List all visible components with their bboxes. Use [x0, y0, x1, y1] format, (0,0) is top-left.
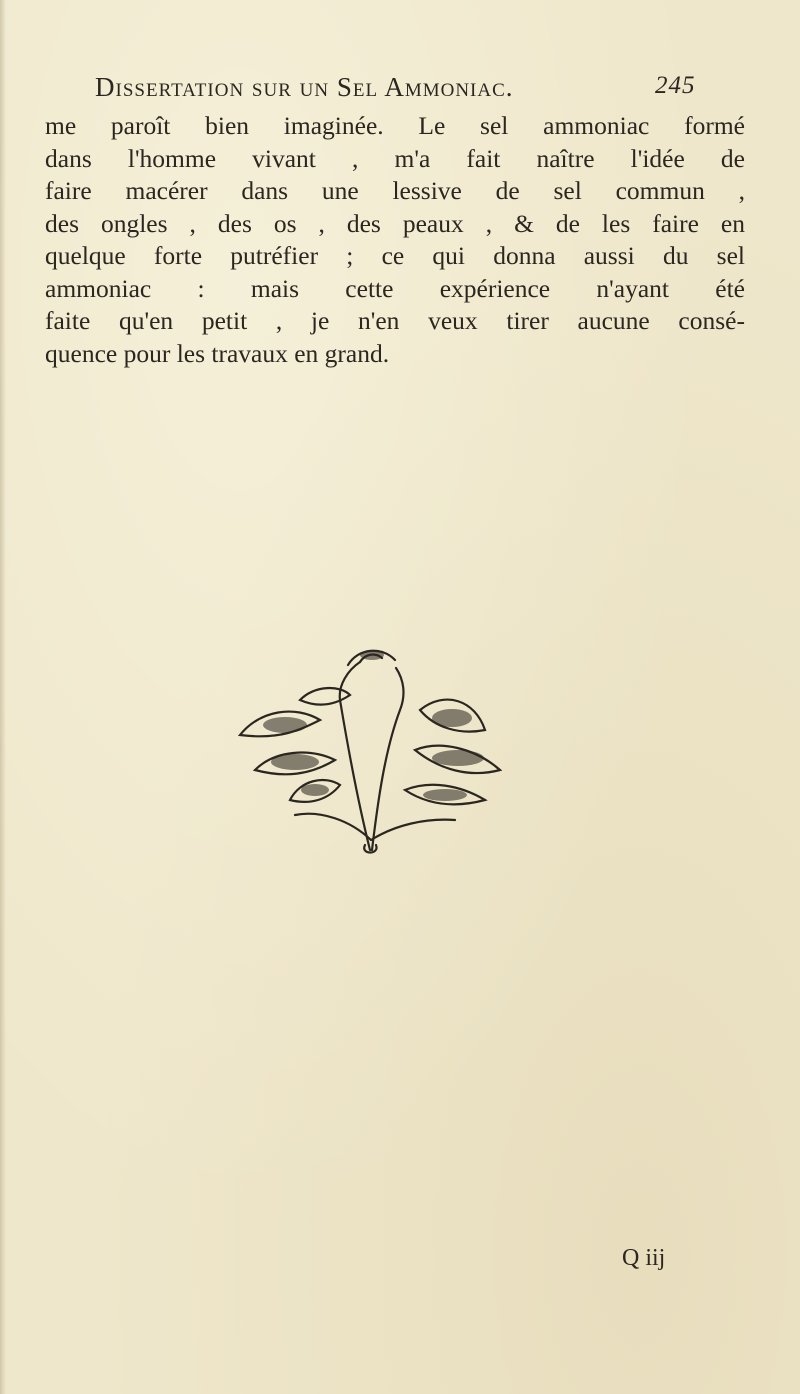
signature-mark: Q iij	[622, 1245, 666, 1271]
stem-right	[372, 668, 403, 850]
vignette-hatching	[263, 650, 484, 801]
text-line: dans l'homme vivant , m'a fait naître l'idée de	[45, 143, 745, 173]
floral-vignette-ornament	[200, 640, 540, 860]
text-line: faite qu'en petit , je n'en veux tirer aucune consé-	[45, 306, 745, 335]
text-line: me paroît bien imaginée. Le sel ammoniac formé	[45, 111, 745, 140]
text-line: quelque forte putréfier ; ce qui donna aussi du sel	[45, 241, 745, 270]
leaf-left-top	[300, 688, 350, 705]
page-number: 245	[655, 72, 696, 99]
running-head	[95, 72, 735, 103]
curl-right	[371, 820, 455, 840]
text-line: faire macérer dans une lessive de sel commun ,	[45, 176, 745, 205]
curl-left	[295, 814, 371, 840]
body-paragraph	[45, 110, 745, 370]
page-gutter-shadow	[0, 0, 6, 1394]
text-line: quence pour les travaux en grand.	[45, 338, 390, 368]
text-line: ammoniac : mais cette expérience n'ayant été	[45, 273, 745, 303]
running-head-title: Dissertation sur un Sel Ammoniac.	[95, 72, 514, 102]
text-line: des ongles , des os , des peaux , & de les faire en	[45, 208, 745, 238]
